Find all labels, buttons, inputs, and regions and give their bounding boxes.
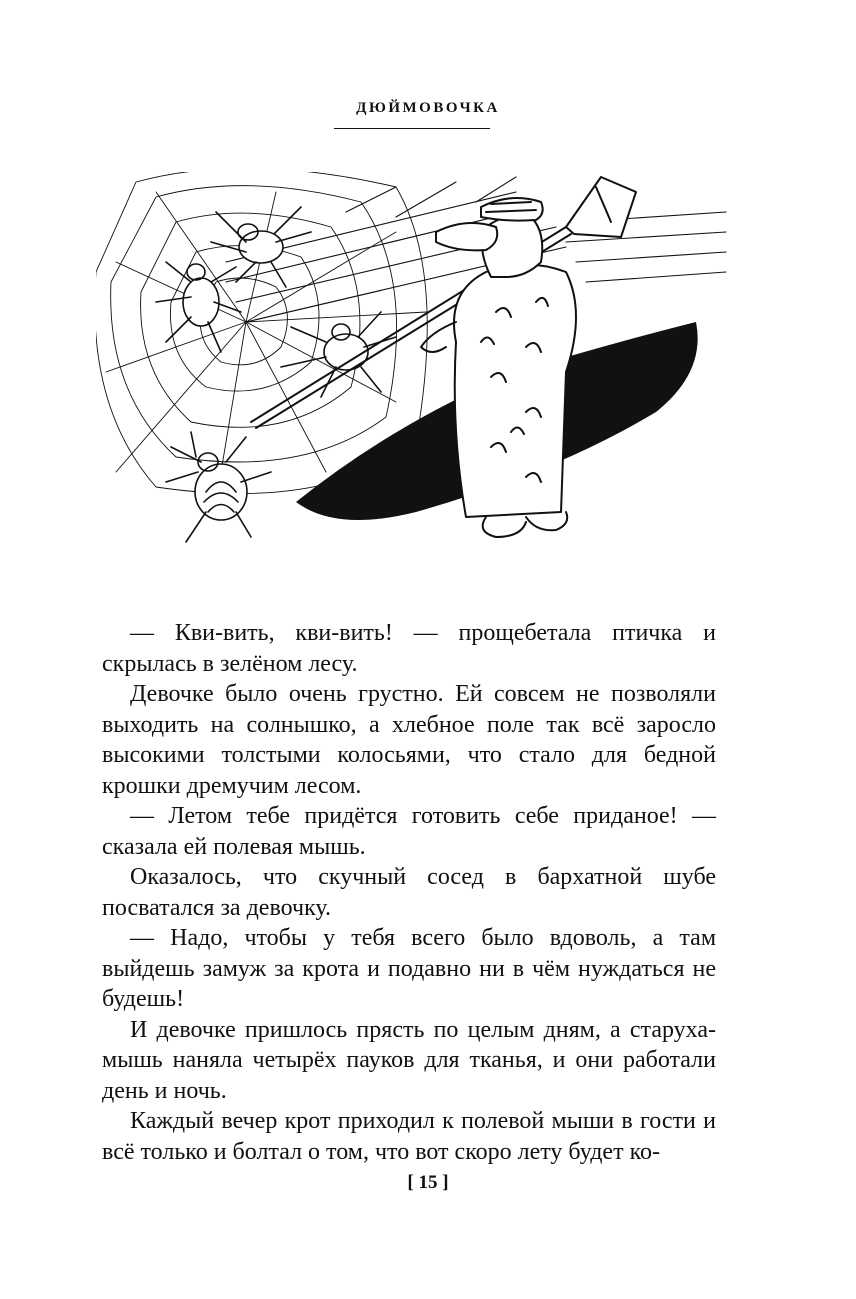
paragraph: Оказалось, что скучный сосед в бархатной шубе посватался за девочку. bbox=[102, 864, 716, 921]
paragraph: — Кви-вить, кви-вить! — прощебетала птичка и скрылась в зелёном лесу. bbox=[102, 620, 716, 677]
paragraph: Девочке было очень грустно. Ей совсем не позволяли выходить на солнышко, а хлебное поле так всё заросло высокими толстыми колосьями, что стало для бедной крошки дремучим лесом. bbox=[102, 681, 716, 799]
paragraph: Каждый вечер крот приходил к полевой мыши в гости и всё только и болтал о том, что вот скоро лету будет ко- bbox=[102, 1108, 716, 1165]
mole-and-spiders-illustration bbox=[96, 172, 736, 592]
paragraph: — Надо, чтобы у тебя всего было вдоволь, а там выйдешь замуж за крота и подавно ни в чём нуждаться не будешь! bbox=[102, 925, 716, 1012]
page-number: [ 15 ] bbox=[407, 1172, 449, 1193]
paragraph: — Летом тебе придётся готовить себе приданое! — сказала ей полевая мышь. bbox=[102, 803, 716, 860]
running-title-rule bbox=[334, 128, 490, 129]
running-title: ДЮЙМОВОЧКА bbox=[356, 100, 500, 116]
body-text bbox=[102, 618, 716, 1167]
paragraph: И девочке пришлось прясть по целым дням, а старуха-мышь наняла четырёх пауков для тканья, и они работали день и ночь. bbox=[102, 1016, 716, 1104]
